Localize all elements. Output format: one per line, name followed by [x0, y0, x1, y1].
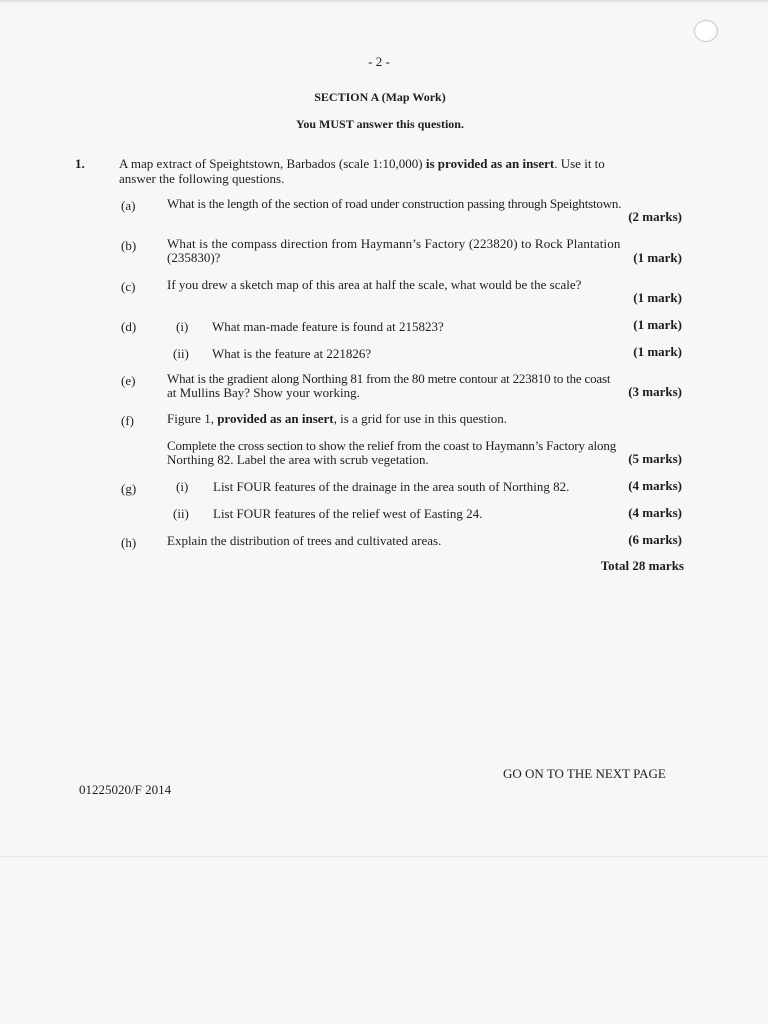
part-b-marks: (1 mark) — [633, 250, 682, 265]
question-intro-line1 — [119, 156, 605, 171]
page-fold-line — [0, 856, 768, 857]
part-g-i-marks: (4 marks) — [628, 478, 682, 493]
part-a-question: What is the length of the section of road under construction passing through Speightstown. — [167, 196, 622, 211]
part-g-ii-label: (ii) — [173, 506, 189, 521]
part-d-i-marks: (1 mark) — [633, 317, 682, 332]
part-e-marks: (3 marks) — [628, 384, 682, 399]
part-d-i-question: What man-made feature is found at 215823? — [212, 319, 444, 334]
part-a-label: (a) — [121, 198, 136, 213]
part-h-marks: (6 marks) — [628, 532, 682, 547]
part-g-i-question: List FOUR features of the drainage in the area south of Northing 82. — [213, 479, 570, 494]
question-intro-text-end: . Use it to — [554, 156, 605, 171]
part-c-question: If you drew a sketch map of this area at half the scale, what would be the scale? — [167, 277, 582, 292]
part-g-label: (g) — [121, 481, 137, 496]
part-g-ii-marks: (4 marks) — [628, 505, 682, 520]
part-h-label: (h) — [121, 535, 137, 550]
go-on-next-page: GO ON TO THE NEXT PAGE — [503, 766, 666, 781]
part-d-i-label: (i) — [176, 319, 189, 334]
part-f-label: (f) — [121, 413, 134, 428]
part-f-line1 — [167, 411, 507, 426]
part-g-i-label: (i) — [176, 479, 189, 494]
part-f-line2: Complete the cross section to show the relief from the coast to Haymann’s Factory along — [167, 438, 617, 453]
instruction-text: You MUST answer this question. — [296, 117, 464, 131]
scan-edge-shadow — [0, 0, 768, 3]
part-f-bold-text: provided as an insert — [217, 411, 334, 426]
part-d-ii-label: (ii) — [173, 346, 189, 361]
part-a-marks: (2 marks) — [628, 209, 682, 224]
part-c-marks: (1 mark) — [633, 290, 682, 305]
part-b-question-line2: (235830)? — [167, 250, 221, 265]
part-d-ii-marks: (1 mark) — [633, 344, 682, 359]
total-marks: Total 28 marks — [600, 558, 684, 573]
part-f-line3: Northing 82. Label the area with scrub vegetation. — [167, 452, 429, 467]
punch-hole-mark — [694, 20, 718, 42]
part-f-text: Figure 1, — [167, 411, 218, 426]
question-intro-bold: is provided as an insert — [425, 156, 555, 171]
part-d-ii-question: What is the feature at 221826? — [212, 346, 372, 361]
part-e-question-line1: What is the gradient along Northing 81 from the 80 metre contour at 223810 to the coast — [167, 371, 611, 386]
question-intro-line2: answer the following questions. — [119, 171, 285, 186]
part-d-label: (d) — [121, 319, 137, 334]
section-title: SECTION A (Map Work) — [314, 90, 446, 104]
part-g-ii-question: List FOUR features of the relief west of Easting 24. — [213, 506, 483, 521]
question-intro-text: A map extract of Speightstown, Barbados (scale 1:10,000) — [119, 156, 423, 171]
part-e-label: (e) — [121, 373, 136, 388]
part-b-question-line1: What is the compass direction from Haymann’s Factory (223820) to Rock Plantation — [167, 236, 621, 251]
page-number: - 2 - — [368, 54, 390, 69]
part-c-label: (c) — [121, 279, 136, 294]
part-b-label: (b) — [121, 238, 137, 253]
part-h-question: Explain the distribution of trees and cultivated areas. — [167, 533, 442, 548]
question-number: 1. — [75, 156, 85, 171]
paper-code: 01225020/F 2014 — [79, 782, 172, 797]
part-e-question-line2: at Mullins Bay? Show your working. — [167, 385, 360, 400]
part-f-marks: (5 marks) — [628, 451, 682, 466]
part-f-text-end: , is a grid for use in this question. — [333, 411, 507, 426]
